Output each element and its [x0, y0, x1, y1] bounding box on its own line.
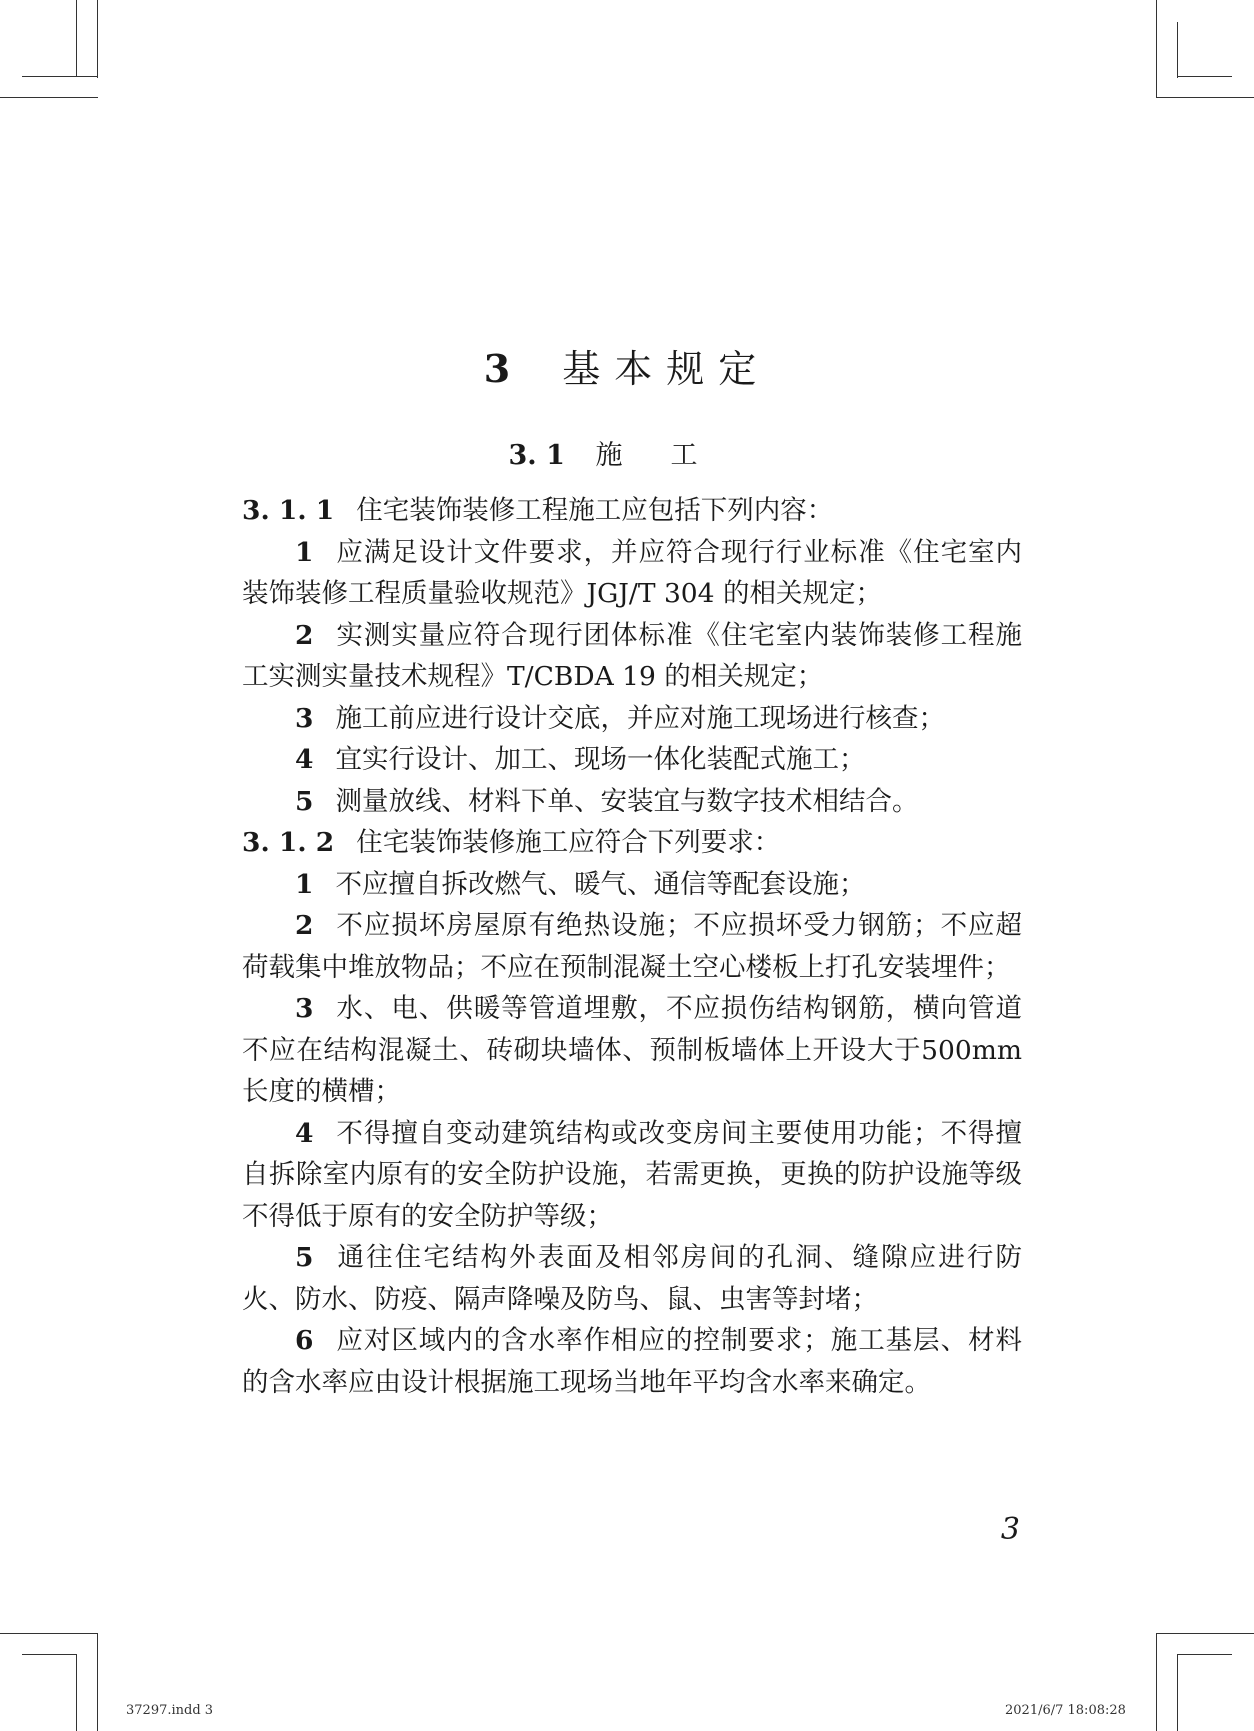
list-item — [242, 739, 1022, 781]
list-item — [242, 781, 1022, 823]
section-number: 3. 1 — [508, 440, 565, 471]
chapter-title-text: 基本规定 — [562, 347, 771, 391]
crop-mark-top-left-h — [22, 76, 97, 77]
crop-mark-bottom-left-v — [76, 1654, 77, 1731]
list-item — [242, 1320, 1022, 1403]
clause-text: 住宅装饰装修工程施工应包括下列内容： — [356, 495, 834, 526]
list-item — [242, 615, 1022, 698]
list-item — [242, 532, 1022, 615]
crop-mark-bottom-right-v2 — [1177, 1654, 1178, 1731]
item-number: 2 — [295, 619, 314, 651]
crop-mark-bottom-right-h2 — [1177, 1654, 1232, 1655]
item-text: 实测实量应符合现行团体标准《住宅室内装饰装修工程施工实测实量技术规程》T/CBDA 19 的相关规定； — [242, 619, 1022, 692]
chapter-number: 3 — [483, 346, 525, 391]
item-text: 测量放线、材料下单、安装宜与数字技术相结合。 — [335, 785, 919, 817]
list-item — [242, 864, 1022, 906]
chapter-title — [0, 338, 1254, 393]
list-item — [242, 905, 1022, 988]
clause-number: 3. 1. 1 — [242, 495, 335, 526]
item-number: 1 — [295, 536, 314, 568]
item-text: 施工前应进行设计交底，并应对施工现场进行核查； — [335, 702, 945, 734]
item-number: 3 — [295, 993, 314, 1024]
item-text: 应对区域内的含水率作相应的控制要求；施工基层、材料的含水率应由设计根据施工现场当地年平均含水率来确定。 — [242, 1325, 1022, 1398]
clause-3-1-1 — [242, 490, 1022, 532]
crop-mark-bottom-left-h2 — [22, 1654, 77, 1655]
clause-text: 住宅装饰装修施工应符合下列要求： — [356, 827, 781, 858]
item-text: 应满足设计文件要求，并应符合现行行业标准《住宅室内装饰装修工程质量验收规范》JGJ/T 304 的相关规定； — [242, 536, 1022, 609]
item-number: 4 — [295, 744, 314, 775]
item-text: 不得擅自变动建筑结构或改变房间主要使用功能；不得擅自拆除室内原有的安全防护设施，若需更换，更换的防护设施等级不得低于原有的安全防护等级； — [242, 1117, 1022, 1232]
list-item — [242, 1237, 1022, 1320]
section-title-text: 施工 — [595, 440, 746, 471]
item-text: 通往住宅结构外表面及相邻房间的孔洞、缝隙应进行防火、防水、防疫、隔声降噪及防鸟、鼠、虫害等封堵； — [242, 1242, 1022, 1315]
crop-mark-top-right-h — [1177, 76, 1232, 77]
item-text: 不应擅自拆改燃气、暖气、通信等配套设施； — [335, 868, 866, 900]
item-text: 不应损坏房屋原有绝热设施；不应损坏受力钢筋；不应超荷载集中堆放物品；不应在预制混凝土空心楼板上打孔安装埋件； — [242, 910, 1022, 983]
item-text: 宜实行设计、加工、现场一体化装配式施工； — [335, 744, 866, 775]
section-title — [0, 433, 1254, 472]
item-number: 2 — [295, 910, 314, 941]
item-number: 5 — [295, 785, 314, 817]
item-number: 4 — [295, 1117, 314, 1149]
clause-3-1-2 — [242, 822, 1022, 864]
item-number: 3 — [295, 702, 314, 734]
crop-mark-top-right-h2 — [1156, 97, 1254, 98]
crop-mark-bottom-left-h — [0, 1633, 98, 1634]
crop-mark-bottom-left-v2 — [97, 1633, 98, 1731]
crop-mark-bottom-right-v — [1156, 1633, 1157, 1731]
slug-file: 37297.indd 3 — [126, 1703, 214, 1718]
page-number: 3 — [1000, 1512, 1020, 1547]
crop-mark-top-right-v2 — [1177, 22, 1178, 78]
slug-timestamp: 2021/6/7 18:08:28 — [1005, 1703, 1126, 1718]
item-number: 6 — [295, 1325, 314, 1356]
crop-mark-top-right-v — [1156, 0, 1157, 98]
list-item — [242, 698, 1022, 740]
body-text — [242, 490, 1022, 1403]
list-item — [242, 988, 1022, 1113]
crop-mark-top-left-v2 — [97, 0, 98, 78]
crop-mark-top-left-h2 — [0, 97, 98, 98]
item-number: 1 — [295, 868, 314, 900]
crop-mark-bottom-right-h — [1156, 1633, 1254, 1634]
list-item — [242, 1113, 1022, 1238]
crop-mark-top-left-v — [76, 0, 77, 76]
item-text: 水、电、供暖等管道埋敷，不应损伤结构钢筋，横向管道不应在结构混凝土、砖砌块墙体、预制板墙体上开设大于500mm 长度的横槽； — [242, 993, 1022, 1107]
clause-number: 3. 1. 2 — [242, 827, 335, 858]
item-number: 5 — [295, 1242, 314, 1273]
